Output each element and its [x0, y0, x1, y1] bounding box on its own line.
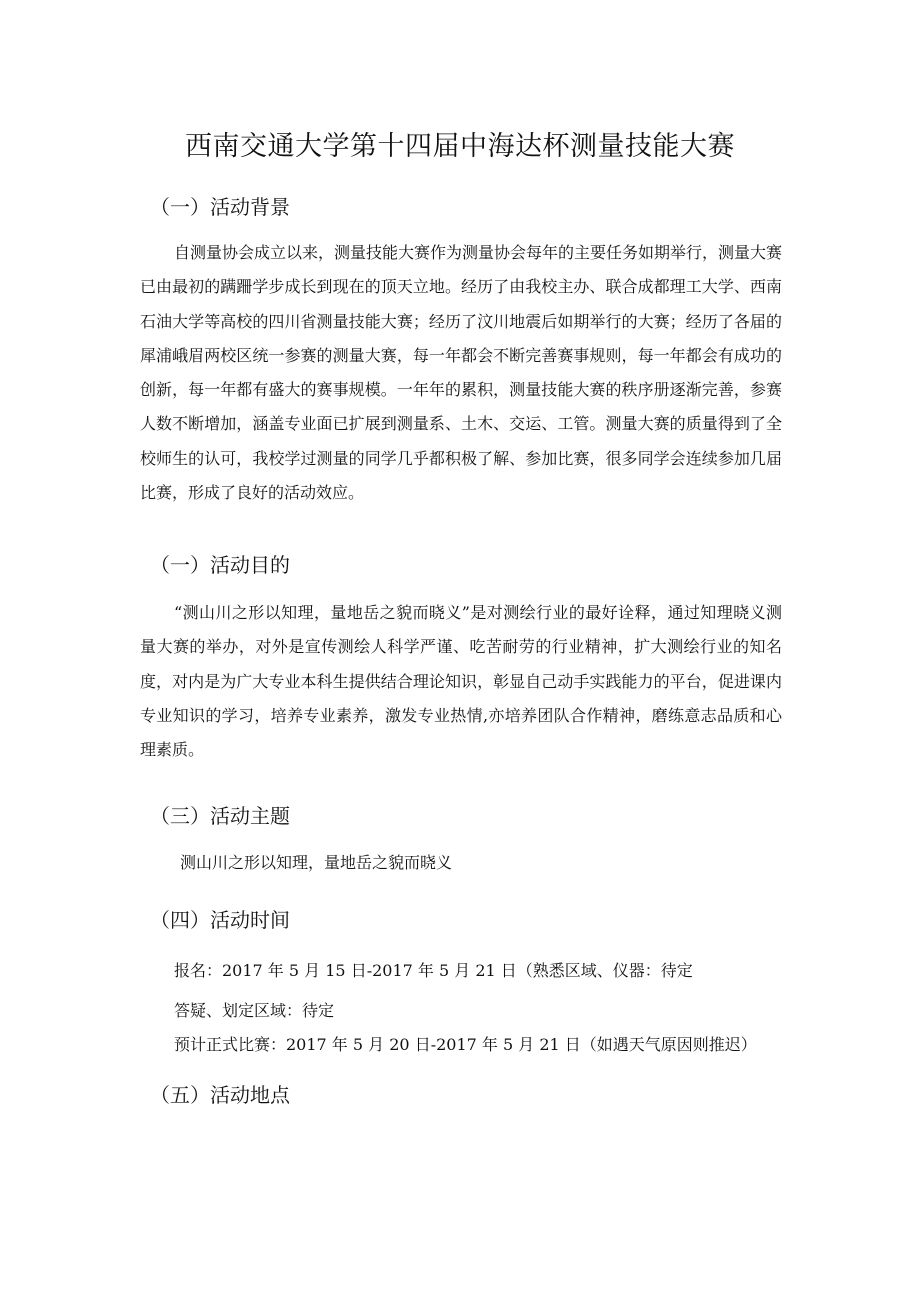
section-heading-background: （一）活动背景	[150, 195, 290, 219]
theme-text: 测山川之形以知理，量地岳之貌而晓义	[180, 853, 453, 872]
section-heading-time: （四）活动时间	[150, 908, 290, 932]
section-heading-location: （五）活动地点	[150, 1083, 290, 1107]
section-heading-purpose: （一）活动目的	[150, 553, 290, 577]
time-competition-line: 预计正式比赛：2017 年 5 月 20 日-2017 年 5 月 21 日（如遇天气原因则推迟）	[174, 1035, 757, 1054]
section-heading-theme: （三）活动主题	[150, 804, 290, 828]
time-registration-line: 报名：2017 年 5 月 15 日-2017 年 5 月 21 日（熟悉区域、仪器：待定	[174, 961, 693, 980]
time-qa-line: 答疑、划定区域：待定	[174, 1001, 335, 1020]
background-paragraph: 自测量协会成立以来，测量技能大赛作为测量协会每年的主要任务如期举行，测量大赛已由最初的蹒跚学步成长到现在的顶天立地。经历了由我校主办、联合成都理工大学、西南石油大学等高校的四川省测量技能大赛；经历了汶川地震后如期举行的大赛；经历了各届的犀浦峨眉两校区统一参赛的测量大赛，每一年都会不断完善赛事规则，每一年都会有成功的创新，每一年都有盛大的赛事规模。一年年的累积，测量技能大赛的秩序册逐渐完善，参赛人数不断增加，涵盖专业面已扩展到测量系、土木、交运、工管。测量大赛的质量得到了全校师生的认可，我校学过测量的同学几乎都积极了解、参加比赛，很多同学会连续参加几届比赛，形成了良好的活动效应。	[140, 243, 783, 503]
document-title: 西南交通大学第十四届中海达杯测量技能大赛	[185, 131, 735, 162]
purpose-paragraph: “测山川之形以知理，量地岳之貌而晓义”是对测绘行业的最好诠释，通过知理晓义测量大赛的举办，对外是宣传测绘人科学严谨、吃苦耐劳的行业精神，扩大测绘行业的知名度，对内是为广大专业本科生提供结合理论知识，彰显自己动手实践能力的平台，促进课内专业知识的学习，培养专业素养，激发专业热情,亦培养团队合作精神，磨练意志品质和心理素质。	[140, 603, 782, 760]
